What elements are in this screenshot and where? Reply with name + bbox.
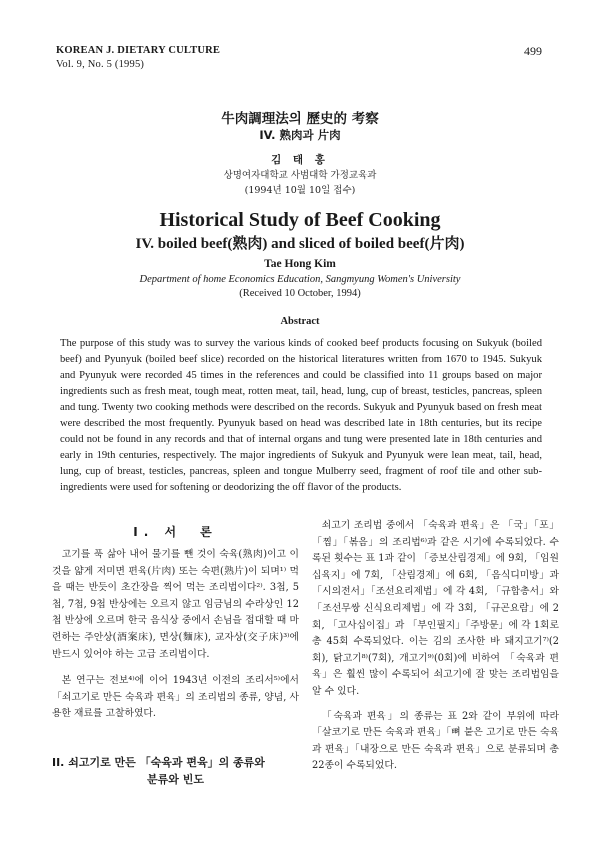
korean-received-date: (1994년 10월 10일 접수) (244, 185, 356, 196)
section-2-paragraph-2: 「숙육과 편육」의 종류는 표 2와 같이 부위에 따라 「살코기로 만든 숙육과 편육」「뼈 붙은 고기로 만든 숙육과 편육」「내장으로 만든 숙육과 편육」으로 분류되며 총 22종이 수록되었다. (312, 710, 559, 772)
abstract-text: The purpose of this study was to survey the various kinds of cooked beef products focusing on Sukyuk (boiled beef) and Pyunyuk (boiled beef slice) recorded on the historical literatures written from 1670 to 1945. Sukyuk and Pyunyuk were recorded 45 times in the references and could be classified into 11 groups based on major ingredients such as fresh meat, tough meat, rotten meat, tail, head, lung, cup of breast, testicles, pancreas, spleen and tung. Twenty two cooking methods were described on the records. Sukyuk and Pyunyuk based on fresh meat were described the most frequently. Pyunyuk based on head was described late in 18th centuries, but its recipe could not be found in any records and that of internal organs and tung were presented late in 18th centuries and early in 19th centuries, respectively. The major ingredients of Sukyuk and Pyunyuk were lean meat, tail, head, lung, cup of breast, testicles, pancreas, spleen and tongue Mulberry seed, fragment of roof tile and other sub-ingredients were used for softening or deodorizing the off flavor of the products. (60, 338, 542, 494)
journal-name: KOREAN J. DIETARY CULTURE (56, 45, 221, 56)
section-1-heading: I. 서 론 (133, 525, 218, 539)
section-2-heading (52, 754, 299, 788)
journal-header (56, 44, 220, 72)
journal-volume: Vol. 9, No. 5 (1995) (56, 59, 145, 70)
english-subtitle: IV. boiled beef(熟肉) and sliced of boiled beef(片肉) (135, 236, 465, 252)
korean-subtitle: IV. 熟肉과 片肉 (259, 128, 341, 142)
section-2-heading-line-1: II. 쇠고기로 만든 「숙육과 편육」의 종류와 (52, 756, 265, 769)
abstract-body (60, 336, 542, 496)
section-2-heading-line-2: 분류와 빈도 (147, 773, 204, 786)
english-author: Tae Hong Kim (264, 258, 336, 270)
abstract-heading: Abstract (280, 316, 320, 327)
korean-title: 牛肉調理法의 歷史的 考察 (221, 111, 379, 127)
right-column (312, 518, 559, 775)
english-affiliation: Department of home Economics Education, Sangmyung Women's University (139, 274, 461, 285)
section-2-paragraph-1: 쇠고기 조리법 중에서 「숙육과 편육」은 「국」「포」「찜」「볶음」의 조리법⁶⁾과 같은 시기에 수록되었다. 수록된 횟수는 표 1과 같이 「증보산림경제」에 9회, 「임원십육지」에 7회, 「산림경제」에 6회, 「음식디미방」과 「시의전서」「조선요리제법」에 각 4회, 「규합총서」와 「조선무쌍 신식요리제법」에 각 3회, 「규곤요람」에 2회, 「고사십이집」과 「부인필지」「주방문」에 각 1회로 총 45회 수록되었다. 이는 김의 조사한 바 돼지고기⁷⁾(2회), 닭고기⁸⁾(7회), 개고기⁹⁾(0회)에 비하여 「숙육과 편육」은 훨씬 많이 수록되어 쇠고기에 잘 맞는 조리법임을 알 수 있다. (312, 520, 559, 697)
english-received-date: (Received 10 October, 1994) (239, 288, 361, 299)
left-column (52, 547, 299, 723)
intro-paragraph-1: 고기를 푹 삶아 내어 물기를 뺀 것이 숙육(熟肉)이고 이것을 얇게 저미면 편육(片肉) 또는 숙편(熟片)이 되며¹⁾ 먹을 때는 반듯이 초간장을 찍어 먹는 조리법이다²⁾. 3첩, 5첩, 7첩, 9첩 반상에는 오르지 않고 임금님의 수라상인 12첩 반상에 오르며 한국 음식상 중에서 손님을 접대할 때 마련하는 주안상(酒案床), 면상(麵床), 교자상(交子床)³⁾에 반드시 있어야 하는 고급 조리법이다. (52, 549, 299, 660)
intro-paragraph-2: 본 연구는 전보⁴⁾에 이어 1943년 이전의 조리서⁵⁾에서 「쇠고기로 만든 숙육과 편육」의 조리법의 종류, 양념, 사용한 재료를 고찰하였다. (52, 675, 299, 720)
korean-affiliation: 상명여자대학교 사범대학 가정교육과 (223, 170, 377, 181)
page-number: 499 (524, 44, 542, 58)
english-title: Historical Study of Beef Cooking (159, 209, 441, 231)
korean-author: 김 태 홍 (271, 154, 329, 166)
